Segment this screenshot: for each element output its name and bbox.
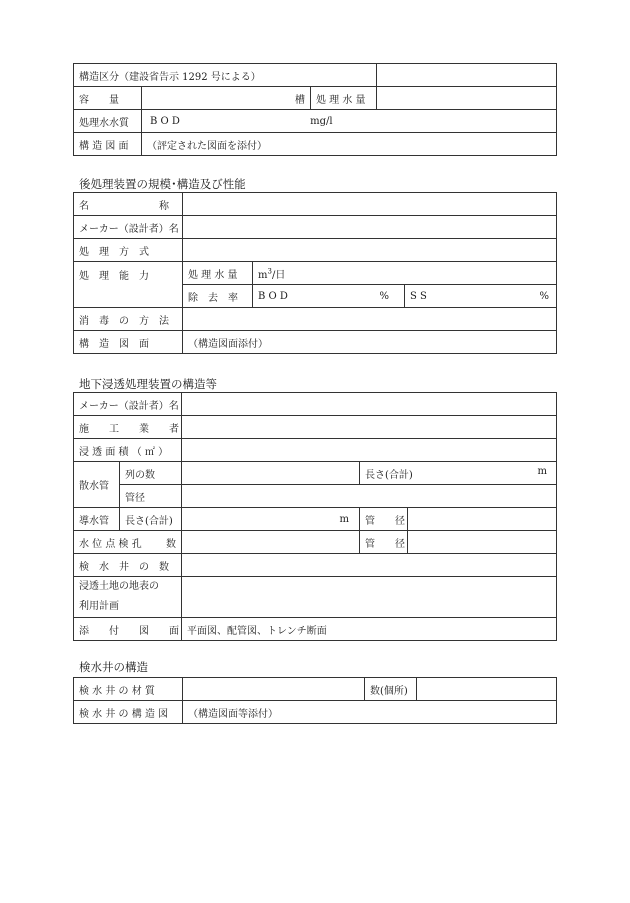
treated-flow-label: 処 理 水 量 [311,87,377,110]
flow-label: 処 理 水 量 [183,262,253,285]
structure-table [73,63,557,156]
removal-ss[interactable]: S S % [405,285,557,308]
drawing-label: 構 造 図 面 [74,331,183,354]
hole-diameter-value[interactable] [408,531,557,554]
bod-unit: mg/l [310,115,333,127]
capacity-label: 容 量 [74,87,142,110]
method-value[interactable] [183,239,557,262]
lead-diameter-value[interactable] [408,508,557,531]
rows-label: 列の数 [120,462,182,485]
maker-value[interactable] [183,216,557,239]
structure-value: （構造図面等添付） [183,701,557,724]
maker-label: メーカー（設計者）名 [74,216,183,239]
test-well-heading: 検水井の構造 [79,660,148,674]
post-treatment-table [73,192,557,354]
diameter-label: 管径 [120,485,182,508]
attachment-value: 平面図、配管図、トレンチ断面 [182,618,557,641]
water-quality-value[interactable] [142,110,557,133]
well-count-label: 検 水 井 の 数 [74,554,182,577]
water-level-hole-value[interactable] [182,531,360,554]
water-quality-label: 処理水水質 [74,110,142,133]
land-use-value[interactable] [182,577,557,618]
structure-class-value[interactable] [377,64,557,87]
rows-value[interactable] [182,462,360,485]
drawing-value: （評定された図面を添付） [142,133,557,156]
capacity-label: 処 理 能 力 [74,262,183,308]
builder-value[interactable] [182,416,557,439]
water-level-hole-label: 水 位 点 検 孔 数 [74,531,182,554]
maker-value[interactable] [182,393,557,416]
material-value[interactable] [183,678,365,701]
structure-class-label: 構造区分（建設省告示 1292 号による） [74,64,377,87]
name-label: 名 称 [74,193,183,216]
diameter-value[interactable] [182,485,557,508]
infiltration-heading: 地下浸透処理装置の構造等 [79,377,217,391]
sprinkler-pipe-label: 散水管 [74,462,120,508]
removal-bod[interactable]: B O D % [253,285,405,308]
count-label: 数(個所) [365,678,417,701]
count-value[interactable] [417,678,557,701]
maker-label: メーカー（設計者）名 [74,393,182,416]
flow-unit: $m^3/$日 [258,267,286,281]
lead-length-label: 長さ(合計) [120,508,182,531]
treated-flow-value[interactable] [377,87,557,110]
post-treatment-heading: 後処理装置の規模･構造及び性能 [79,177,246,191]
area-label: 浸 透 面 積 （ ㎡ ） [74,439,182,462]
name-value[interactable] [183,193,557,216]
area-value[interactable] [182,439,557,462]
disinfection-value[interactable] [183,308,557,331]
drawing-value: （構造図面添付） [183,331,557,354]
drawing-label: 構 造 図 面 [74,133,142,156]
structure-label: 検 水 井 の 構 造 図 [74,701,183,724]
well-count-value[interactable] [182,554,557,577]
capacity-unit[interactable]: 槽 [142,87,311,110]
land-use-label: 浸透土地の地表の 利用計画 [74,577,182,618]
test-well-table [73,677,557,724]
material-label: 検 水 井 の 材 質 [74,678,183,701]
method-label: 処 理 方 式 [74,239,183,262]
infiltration-table [73,392,557,641]
lead-diameter-label: 管 径 [360,508,408,531]
removal-label: 除 去 率 [183,285,253,308]
builder-label: 施 工 業 者 [74,416,182,439]
lead-length-value[interactable]: m [182,508,360,531]
bod-label: B O D [150,115,180,127]
disinfection-label: 消 毒 の 方 法 [74,308,183,331]
pipe-length-value[interactable]: 長さ(合計) m [360,462,557,485]
hole-diameter-label: 管 径 [360,531,408,554]
lead-pipe-label: 導水管 [74,508,120,531]
attachment-label: 添 付 図 面 [74,618,182,641]
flow-value[interactable] [253,262,557,285]
